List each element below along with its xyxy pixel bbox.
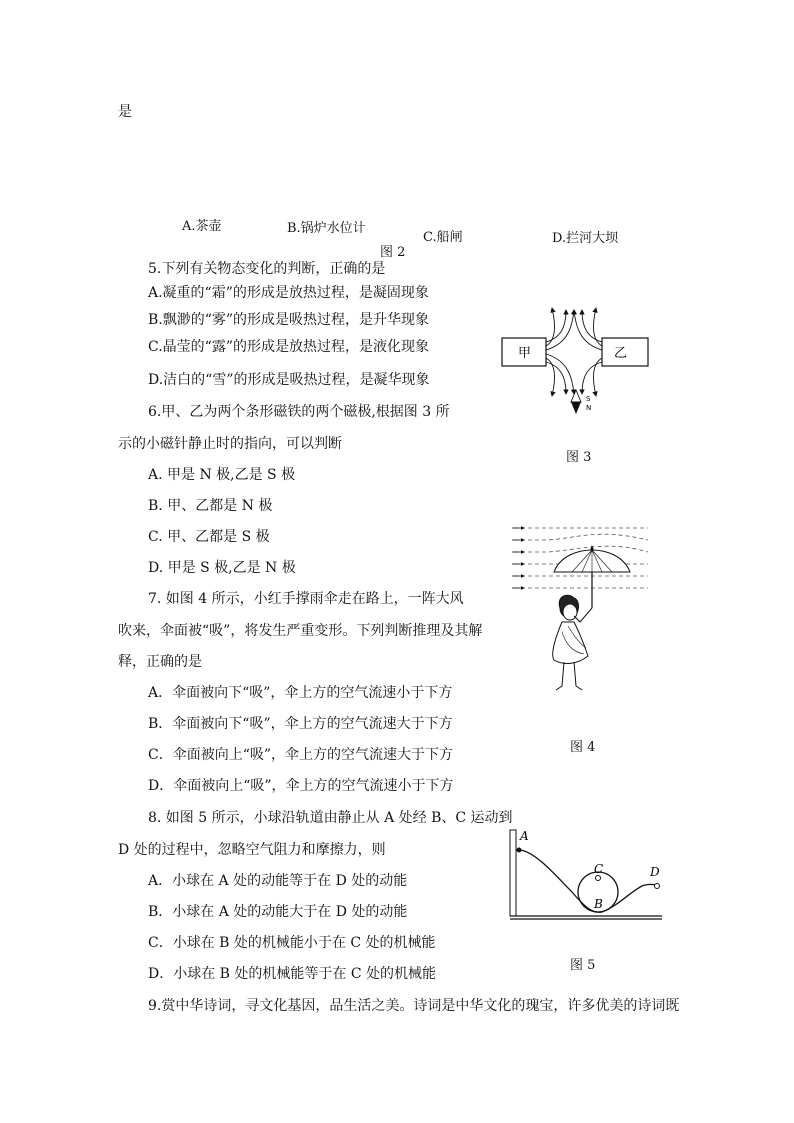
q8-option-d: D．小球在 B 处的机械能等于在 C 处的机械能 [148, 966, 437, 982]
ball-at-d [655, 884, 660, 889]
compass-needle-n-end [571, 402, 581, 414]
page-fragment: 是 [118, 104, 132, 120]
q6-stem-line2: 示的小磁针静止时的指向，可以判断 [118, 436, 342, 452]
track-descent [520, 850, 602, 912]
q8-option-a: A．小球在 A 处的动能等于在 D 处的动能 [148, 873, 408, 889]
q6-option-b: B. 甲、乙都是 N 极 [148, 498, 273, 514]
figure4-umbrella-illustration [508, 520, 654, 696]
q5-option-d: D.洁白的“雪”的形成是吸热过程，是凝华现象 [148, 372, 430, 388]
figure4-caption: 图 4 [570, 740, 596, 755]
q9-stem-line1: 9.赏中华诗词，寻文化基因，品生活之美。诗词是中华文化的瑰宝，许多优美的诗词既 [148, 998, 680, 1014]
wind-arrows [512, 528, 524, 588]
q6-stem-line1: 6.甲、乙为两个条形磁铁的两个磁极,根据图 3 所 [148, 404, 450, 420]
q8-option-c: C．小球在 B 处的机械能小于在 C 处的机械能 [148, 935, 436, 951]
q8-stem-line2: D 处的过程中，忽略空气阻力和摩擦力，则 [118, 842, 386, 858]
q7-stem-line3: 释，正确的是 [118, 654, 202, 670]
q8-stem-line1: 8. 如图 5 所示，小球沿轨道由静止从 A 处经 B、C 运动到 [148, 810, 513, 826]
q7-option-d: D．伞面被向上“吸”，伞上方的空气流速小于下方 [148, 778, 454, 794]
figure5-caption: 图 5 [570, 958, 596, 973]
track-ascent [602, 885, 658, 913]
figure2-item-d: D.拦河大坝 [552, 231, 619, 246]
label-a: A [520, 829, 529, 843]
magnet-right-label: 乙 [614, 346, 628, 361]
figure3-magnet-field-diagram [500, 304, 650, 416]
q5-option-a: A.凝重的“霜”的形成是放热过程，是凝固现象 [148, 285, 429, 301]
q6-option-c: C. 甲、乙都是 S 极 [148, 529, 270, 545]
figure2-item-b: B.锅炉水位计 [287, 221, 366, 236]
q5-stem: 5.下列有关物态变化的判断，正确的是 [148, 261, 386, 277]
field-lines-up [546, 308, 602, 350]
label-c: C [594, 862, 604, 876]
needle-label-s: S [586, 395, 591, 403]
q7-stem-line1: 7. 如图 4 所示，小红手撑雨伞走在路上，一阵大风 [148, 591, 464, 607]
q6-option-d: D. 甲是 S 极,乙是 N 极 [148, 560, 296, 576]
magnet-left-label: 甲 [518, 346, 532, 361]
q7-stem-line2: 吹来，伞面被“吸”，将发生严重变形。下列判断推理及其解 [118, 623, 483, 639]
q7-option-b: B．伞面被向下“吸”，伞上方的空气流速大于下方 [148, 716, 453, 732]
q7-option-a: A．伞面被向下“吸”，伞上方的空气流速小于下方 [148, 685, 453, 701]
q5-option-b: B.飘渺的“雾”的形成是吸热过程，是升华现象 [148, 312, 430, 328]
girl-figure [553, 595, 592, 690]
figure5-loop-track-diagram [506, 826, 666, 922]
figure3-caption: 图 3 [566, 450, 592, 465]
figure2-item-c: C.船闸 [423, 230, 463, 245]
q6-option-a: A. 甲是 N 极,乙是 S 极 [148, 467, 296, 483]
q7-option-c: C．伞面被向上“吸”，伞上方的空气流速大于下方 [148, 747, 454, 763]
label-d: D [650, 865, 660, 879]
ball-at-c [596, 876, 601, 881]
compass-needle-s-end [571, 390, 581, 402]
q5-option-c: C.晶莹的“露”的形成是放热过程，是液化现象 [148, 339, 429, 355]
figure2-caption: 图 2 [380, 245, 406, 260]
needle-label-n: N [586, 404, 592, 412]
label-b: B [594, 897, 603, 911]
field-lines-down [546, 354, 602, 396]
track-stand [510, 830, 516, 916]
q8-option-b: B．小球在 A 处的动能大于在 D 处的动能 [148, 904, 408, 920]
figure2-item-a: A.茶壶 [182, 219, 222, 234]
